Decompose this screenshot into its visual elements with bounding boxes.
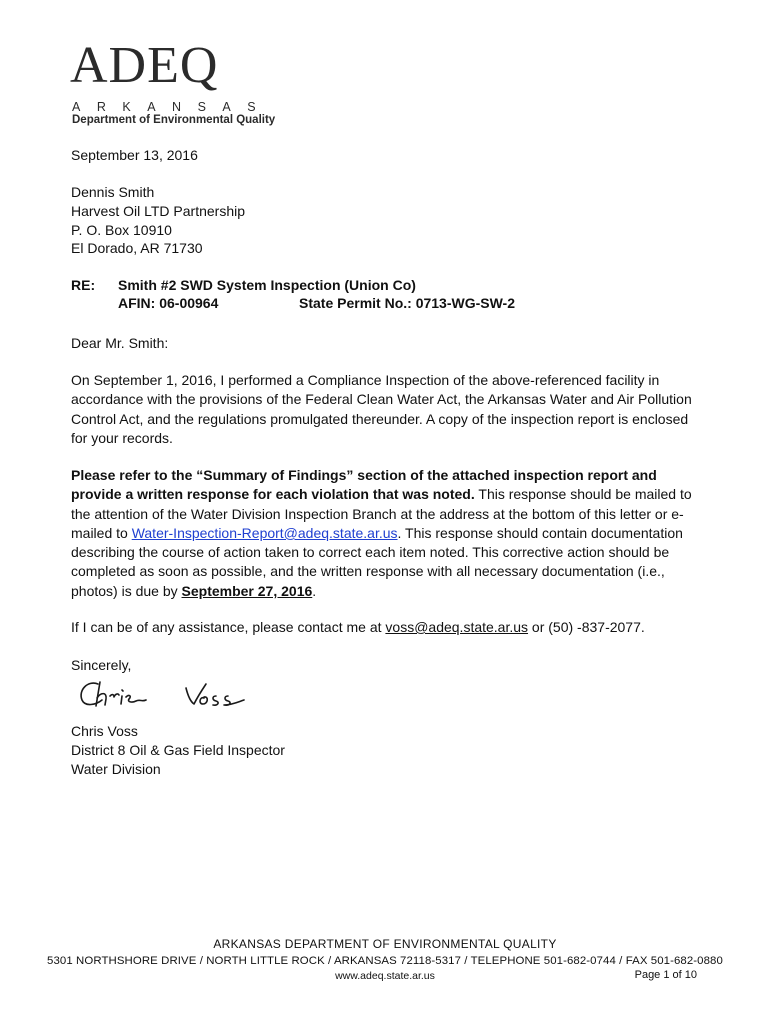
adeq-logo: ADEQ xyxy=(70,37,219,94)
logo-state-name: ARKANSAS xyxy=(72,100,273,114)
footer-department: ARKANSAS DEPARTMENT OF ENVIRONMENTAL QUALITY xyxy=(213,937,557,951)
inspector-email-link[interactable]: voss@adeq.state.ar.us xyxy=(385,619,529,635)
salutation: Dear Mr. Smith: xyxy=(71,335,169,351)
due-date: September 27, 2016 xyxy=(181,582,313,599)
paragraph-3-text-a: If I can be of any assistance, please contact me at xyxy=(71,619,386,635)
signer-division: Water Division xyxy=(71,761,161,777)
logo-department-name: Department of Environmental Quality xyxy=(72,114,276,126)
recipient-po-box: P. O. Box 10910 xyxy=(71,222,172,238)
paragraph-2-bold-text: Please refer to the “Summary of Findings” section of the attached inspection report and provide a written response for each violation that was noted. xyxy=(71,467,657,503)
re-subject: Smith #2 SWD System Inspection (Union Co) xyxy=(118,277,416,293)
recipient-company: Harvest Oil LTD Partnership xyxy=(71,203,246,219)
paragraph-2-text-a: This response should be mailed to the attention of the Water Division Inspection Branch at the address at the bottom of this letter or e-mailed to xyxy=(71,486,692,541)
re-permit: State Permit No.: 0713-WG-SW-2 xyxy=(299,295,515,311)
footer-website: www.adeq.state.ar.us xyxy=(335,970,435,982)
re-label: RE: xyxy=(71,277,96,293)
water-inspection-email-link[interactable]: Water-Inspection-Report@adeq.state.ar.us xyxy=(131,524,398,541)
paragraph-2-text-b: . This response should contain documentation describing the course of action taken to correct each item noted. This corrective action should be completed as soon as possible, and the written response with all necessary documentation (i.e., photos) is due by xyxy=(71,524,683,599)
paragraph-2-end: . xyxy=(312,582,317,599)
paragraph-3-text-b: or (50) -837-2077. xyxy=(528,619,645,635)
footer-address: 5301 NORTHSHORE DRIVE / NORTH LITTLE ROCK / ARKANSAS 72118-5317 / TELEPHONE 501-682-0744 / FAX 501-682-0880 xyxy=(47,955,723,967)
recipient-name: Dennis Smith xyxy=(71,184,155,200)
closing: Sincerely, xyxy=(71,657,132,673)
body-paragraph-2 xyxy=(71,466,701,601)
signer-name: Chris Voss xyxy=(71,723,138,739)
handwritten-signature xyxy=(76,672,256,714)
recipient-city: El Dorado, AR 71730 xyxy=(71,240,203,256)
page-number: Page 1 of 10 xyxy=(634,969,697,981)
body-paragraph-3 xyxy=(71,618,701,637)
signer-title: District 8 Oil & Gas Field Inspector xyxy=(71,742,285,758)
letter-date: September 13, 2016 xyxy=(71,147,198,163)
paragraph-1-text: On September 1, 2016, I performed a Compliance Inspection of the above-referenced facility in accordance with the provisions of the Federal Clean Water Act, the Arkansas Water and Air Pollution Control Act, and the regulations promulgated thereunder. A copy of the inspection report is enclosed for your records. xyxy=(71,372,692,446)
body-paragraph-1 xyxy=(71,371,701,448)
re-afin: AFIN: 06-00964 xyxy=(118,295,219,311)
